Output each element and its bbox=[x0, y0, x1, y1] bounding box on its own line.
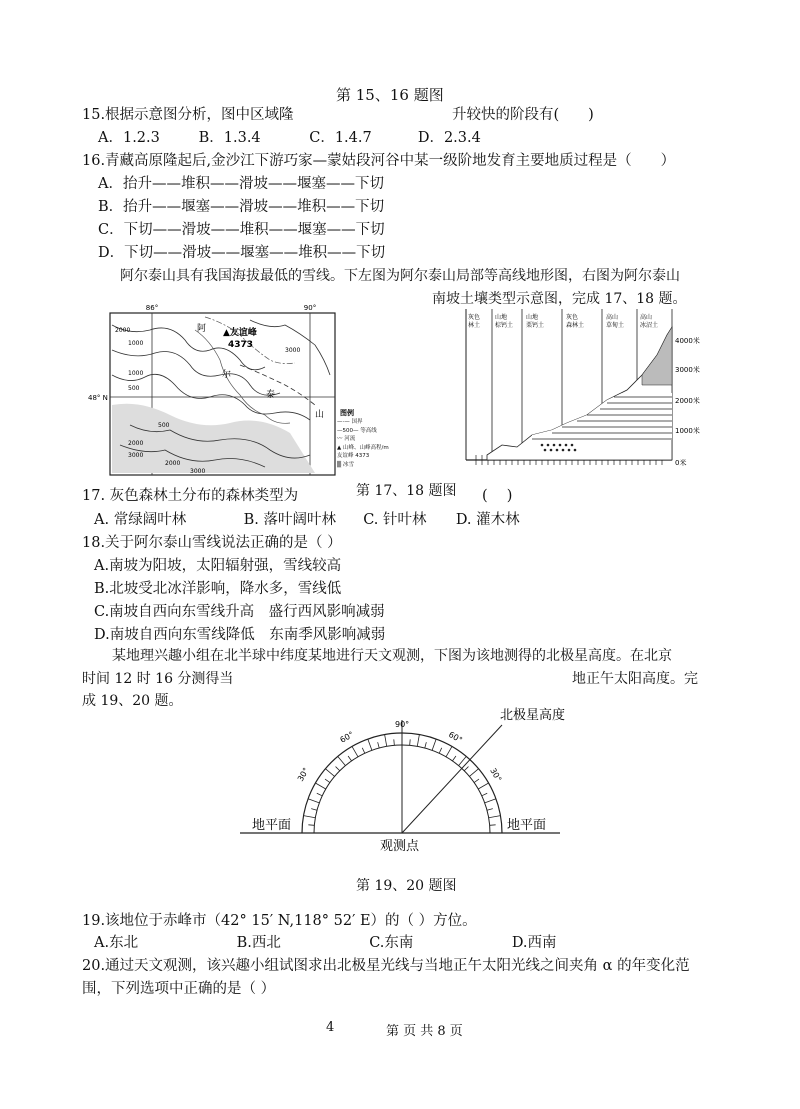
protractor-tick bbox=[368, 739, 372, 750]
lat-label: 48° N bbox=[88, 394, 108, 402]
protractor-tick bbox=[485, 799, 496, 803]
option-d: D.西南 bbox=[511, 935, 557, 951]
protractor-tick bbox=[490, 825, 496, 826]
altai-intro-line2: 南坡土壤类型示意图，完成 17、18 题。 bbox=[432, 291, 687, 307]
soil-header: 高山 bbox=[606, 314, 619, 321]
altai-intro-line1: 阿尔泰山具有我国海拔最低的雪线。下左图为阿尔泰山局部等高线地形图，右图为阿尔泰山 bbox=[120, 268, 680, 284]
protractor-tick bbox=[325, 779, 330, 782]
soil-header: 林土 bbox=[468, 322, 481, 329]
protractor-tick bbox=[446, 746, 452, 756]
page-footer-text: 第 页 共 8 页 bbox=[386, 1024, 463, 1039]
protractor-tick bbox=[325, 769, 334, 777]
soil-header: 森林土 bbox=[566, 322, 585, 329]
contour-label: 1000 bbox=[128, 370, 144, 377]
soil-profile-chart bbox=[462, 305, 702, 468]
figure-caption-17-18: 第 17、18 题图 bbox=[356, 483, 457, 499]
y-tick: 4000米 bbox=[675, 337, 700, 345]
legend-item: ▲ 山峰、山峰高程/m bbox=[337, 444, 389, 451]
protractor-tick bbox=[425, 742, 427, 748]
astro-intro-line2a: 时间 12 时 16 分测得当 bbox=[82, 671, 234, 687]
protractor-tick bbox=[311, 809, 317, 811]
legend-item: ▒ 冰雪 bbox=[337, 461, 354, 468]
mountain-char-2: 尔 bbox=[222, 370, 232, 380]
protractor-tick bbox=[487, 809, 493, 811]
protractor-tick bbox=[469, 769, 478, 777]
protractor-tick bbox=[315, 783, 325, 789]
protractor-tick bbox=[362, 748, 365, 753]
y-tick: 0米 bbox=[675, 459, 687, 467]
protractor-tick bbox=[304, 816, 316, 818]
polaris-line bbox=[402, 725, 502, 833]
astro-intro-line2b: 地正午太阳高度。完 bbox=[572, 671, 698, 687]
q18-option-c: C.南坡自西向东雪线升高 盛行西风影响减弱 bbox=[94, 604, 385, 620]
q16-option-a: A．抬升——堆积——滑坡——堰塞——下切 bbox=[98, 176, 384, 192]
protractor-tick bbox=[439, 748, 442, 753]
soil-header: 山地 bbox=[526, 314, 539, 321]
tick-label-90: 90° bbox=[395, 720, 410, 729]
contour-label: 3000 bbox=[285, 347, 301, 354]
tick-label-60-left: 60° bbox=[338, 729, 356, 745]
soil-header: 山地 bbox=[495, 314, 508, 321]
tick-label-60-right: 60° bbox=[447, 729, 464, 745]
protractor-tick bbox=[478, 783, 488, 789]
question-15-options bbox=[98, 128, 481, 148]
q18-option-a: A.南坡为阳坡，太阳辐射强，雪线较高 bbox=[94, 558, 342, 574]
lon-right-label: 90° bbox=[303, 304, 317, 312]
protractor-tick bbox=[417, 735, 419, 747]
protractor-tick bbox=[338, 756, 346, 765]
protractor-tick bbox=[385, 735, 387, 747]
mountain-char-1: 阿 bbox=[197, 324, 207, 334]
q16-option-c: C．下切——滑坡——堆积——堰塞——下切 bbox=[98, 222, 385, 238]
question-18-stem: 18.关于阿尔泰山雪线说法正确的是（ ） bbox=[82, 535, 342, 551]
question-20-stem-line2: 围，下列选项中正确的是（ ） bbox=[82, 981, 276, 997]
contour-label: 3000 bbox=[190, 468, 206, 475]
contour-label: 2000 bbox=[115, 327, 131, 334]
q16-option-d: D．下切——滑坡——堰塞——堆积——下切 bbox=[98, 245, 386, 261]
legend-item: 友谊峰 4373 bbox=[337, 453, 370, 459]
contour-label: 2000 bbox=[128, 440, 144, 447]
soil-header: 草甸土 bbox=[606, 322, 625, 329]
contour-label: 3000 bbox=[128, 452, 144, 459]
protractor-tick bbox=[348, 756, 351, 761]
option-a: A．1.2.3 bbox=[98, 130, 160, 146]
horizon-right-label: 地平面 bbox=[507, 818, 547, 833]
ice-cap bbox=[642, 327, 672, 385]
option-d: D．2.3.4 bbox=[417, 130, 481, 146]
mountain-char-3: 泰 bbox=[266, 390, 276, 400]
protractor-tick bbox=[308, 799, 319, 803]
contour-label: 500 bbox=[158, 422, 170, 429]
astro-intro-line1: 某地理兴趣小组在北半球中纬度某地进行天文观测，下图为该地测得的北极星高度。在北京 bbox=[112, 648, 672, 664]
question-19-options bbox=[94, 933, 557, 953]
option-b: B.西北 bbox=[236, 935, 281, 951]
contour-label: 2000 bbox=[165, 460, 181, 467]
peak-name: ▲友谊峰 bbox=[223, 328, 257, 338]
horizon-left-label: 地平面 bbox=[252, 818, 292, 833]
question-16-stem: 16.青藏高原隆起后,金沙江下游巧家—蒙姑段河谷中某一级阶地发育主要地质过程是（ ） bbox=[82, 153, 676, 169]
protractor-tick bbox=[352, 746, 358, 756]
option-b: B. 落叶阔叶林 bbox=[243, 512, 336, 528]
q15-stem-a: 15.根据示意图分析，图中区域隆 bbox=[82, 107, 294, 123]
legend-item: —·— 国界 bbox=[337, 419, 363, 425]
mountain-char-4: 山 bbox=[315, 410, 325, 420]
figure-caption-15-16: 第 15、16 题图 bbox=[336, 86, 444, 104]
protractor-tick bbox=[378, 742, 380, 748]
protractor-tick bbox=[394, 739, 395, 745]
polaris-label: 北极星高度 bbox=[500, 708, 566, 723]
contour-label: 1000 bbox=[128, 340, 144, 347]
legend-title: 图例 bbox=[340, 409, 354, 417]
protractor-tick bbox=[464, 767, 468, 771]
astro-intro-line3: 成 19、20 题。 bbox=[82, 693, 183, 709]
protractor-tick bbox=[308, 825, 314, 826]
legend-item: 〰 河流 bbox=[337, 436, 356, 442]
protractor-tick bbox=[336, 767, 340, 771]
question-17-options bbox=[94, 510, 520, 530]
legend-item: —500— 等高线 bbox=[337, 427, 377, 434]
polaris-protractor bbox=[240, 700, 566, 860]
y-tick: 1000米 bbox=[675, 427, 700, 435]
question-20-stem-line1: 20.通过天文观测，该兴趣小组试图求出北极星光线与当地正午太阳光线之间夹角 α 的年变化范 bbox=[82, 958, 690, 974]
tick-label-30-right: 30° bbox=[488, 766, 504, 784]
q16-option-b: B．抬升——堰塞——滑坡——堆积——下切 bbox=[98, 199, 385, 215]
protractor-tick bbox=[482, 793, 487, 796]
figure-caption-19-20: 第 19、20 题图 bbox=[356, 878, 457, 894]
question-15-stem bbox=[82, 105, 294, 125]
option-d: D. 灌木林 bbox=[455, 512, 520, 528]
q15-stem-b: 升较快的阶段有( ) bbox=[452, 107, 594, 123]
question-17-stem: 17. 灰色森林土分布的森林类型为 bbox=[82, 488, 299, 504]
protractor-tick bbox=[489, 816, 501, 818]
soil-header: 高山 bbox=[640, 314, 653, 321]
soil-header: 灰色 bbox=[566, 314, 579, 321]
option-a: A. 常绿阔叶林 bbox=[94, 512, 187, 528]
soil-header: 灰色 bbox=[468, 314, 481, 321]
protractor-tick bbox=[410, 739, 411, 745]
soil-header: 栗钙土 bbox=[526, 322, 545, 329]
option-a: A.东北 bbox=[94, 935, 139, 951]
q17-paren: ( ) bbox=[482, 488, 513, 504]
protractor-tick bbox=[474, 779, 479, 782]
soil-header: 棕钙土 bbox=[495, 322, 514, 329]
q18-option-b: B.北坡受北冰洋影响，降水多，雪线低 bbox=[94, 581, 342, 597]
option-c: C.东南 bbox=[369, 935, 414, 951]
topo-legend bbox=[337, 418, 389, 469]
soil-header: 冰沼土 bbox=[640, 322, 659, 329]
y-tick: 3000米 bbox=[675, 366, 700, 374]
tick-label-30-left: 30° bbox=[295, 766, 311, 783]
lon-left-label: 86° bbox=[145, 304, 159, 312]
option-c: C．1.4.7 bbox=[309, 130, 372, 146]
option-c: C. 针叶林 bbox=[363, 512, 427, 528]
contour-label: 500 bbox=[128, 385, 140, 392]
observer-label: 观测点 bbox=[380, 839, 420, 854]
protractor-tick bbox=[432, 739, 436, 750]
page-number: 4 bbox=[326, 1020, 335, 1035]
option-b: B．1.3.4 bbox=[198, 130, 261, 146]
y-tick: 2000米 bbox=[675, 397, 700, 405]
question-19-stem: 19.该地位于赤峰市（42° 15′ N,118° 52′ E）的（ ）方位。 bbox=[82, 913, 477, 929]
protractor-tick bbox=[452, 756, 455, 761]
peak-height: 4373 bbox=[228, 340, 254, 350]
q18-option-d: D.南坡自西向东雪线降低 东南季风影响减弱 bbox=[94, 627, 386, 643]
altai-topo-map bbox=[88, 304, 360, 480]
protractor-tick bbox=[317, 793, 322, 796]
